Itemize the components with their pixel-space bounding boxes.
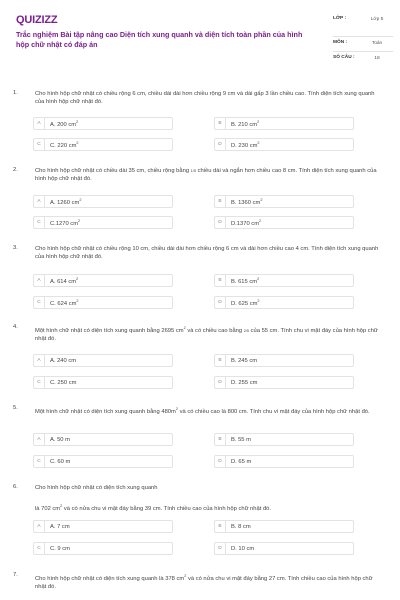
- option-text: D.1370 $cm^2$: [231, 218, 262, 227]
- option-a[interactable]: [33, 274, 173, 287]
- option-d[interactable]: [214, 542, 354, 555]
- question-text-continued: là 702 $cm^2$ và có nửa chu vi mặt đáy bằng 39 cm. Tính chiều cao của hình hộp chữ nhật đó.: [35, 504, 272, 512]
- option-text: A. 50 m: [50, 436, 70, 443]
- question-text: Cho hình hộp chữ nhật có diện tích xung quanh là 378 $cm^2$ và có nửa chu vi mặt đáy bằng 27 cm. Tính chiều cao của hình hộp chữ nhật đó.: [35, 574, 373, 590]
- option-d[interactable]: [214, 216, 354, 229]
- option-letter: C: [34, 139, 45, 150]
- meta-class-row: [333, 13, 393, 37]
- option-text: D. 230 $cm^2$: [231, 140, 260, 149]
- class-label: LỚP :: [333, 16, 347, 21]
- quizizz-logo: QUIZIZZ: [16, 14, 58, 26]
- option-letter: C: [34, 297, 45, 308]
- option-text: D. 65 m: [231, 458, 252, 465]
- option-b[interactable]: [214, 520, 354, 533]
- question-text: Cho hình hộp chữ nhật có diện tích xung quanh: [35, 485, 158, 491]
- worksheet-header: [0, 0, 400, 78]
- question-number: 1.: [13, 90, 18, 96]
- option-text: B. 615 $cm^2$: [231, 276, 260, 285]
- option-d[interactable]: [214, 296, 354, 309]
- option-letter: A: [34, 118, 45, 129]
- option-b[interactable]: [214, 195, 354, 208]
- option-d[interactable]: [214, 138, 354, 151]
- option-letter: D: [215, 297, 226, 308]
- question-number: 6.: [13, 484, 18, 490]
- option-letter: B: [215, 196, 226, 207]
- option-c[interactable]: [33, 376, 173, 389]
- option-letter: D: [215, 456, 226, 467]
- option-text: A. 614 $cm^2$: [50, 276, 79, 285]
- option-text: C. 60 m: [50, 458, 71, 465]
- option-text: C.1270 $cm^2$: [50, 218, 81, 227]
- option-c[interactable]: [33, 216, 173, 229]
- option-b[interactable]: [214, 354, 354, 367]
- option-a[interactable]: [33, 354, 173, 367]
- option-letter: D: [215, 139, 226, 150]
- question-text: Cho hình hộp chữ nhật có chiều rộng 6 cm, chiều dài dài hơn chiều rộng 9 cm và dài gấp 3 lần chiều cao. Tính diện tích xung quanh của hình hộp chữ nhật đó.: [35, 91, 375, 105]
- subject-label: MÔN :: [333, 40, 348, 45]
- option-c[interactable]: [33, 296, 173, 309]
- option-letter: A: [34, 275, 45, 286]
- option-letter: B: [215, 434, 226, 445]
- option-letter: D: [215, 377, 226, 388]
- option-text: C. 624 $cm^2$: [50, 298, 79, 307]
- question-text: Cho hình hộp chữ nhật có chiều dài 35 cm, chiều rộng bằng 1/5 chiều dài và ngắn hơn chiều cao 8 cm. Tính diện tích xung quanh của hình hộp chữ nhật đó.: [35, 168, 377, 182]
- class-value: Lớp 5: [370, 17, 384, 22]
- meta-subject-row: [333, 37, 393, 52]
- option-text: D. 255 cm: [231, 379, 258, 386]
- option-a[interactable]: [33, 117, 173, 130]
- option-b[interactable]: [214, 433, 354, 446]
- option-letter: A: [34, 521, 45, 532]
- option-text: C. 220 $cm^2$: [50, 140, 79, 149]
- option-letter: D: [215, 217, 226, 228]
- option-letter: C: [34, 456, 45, 467]
- question-number: 5.: [13, 405, 18, 411]
- option-letter: B: [215, 275, 226, 286]
- option-text: A. 240 cm: [50, 357, 77, 364]
- fraction: 1/5: [190, 169, 196, 173]
- option-text: B. 1360 $cm^2$: [231, 197, 263, 206]
- question-number: 2.: [13, 167, 18, 173]
- option-b[interactable]: [214, 274, 354, 287]
- option-letter: B: [215, 521, 226, 532]
- fraction: 2/5: [243, 328, 250, 333]
- option-text: C. 9 cm: [50, 545, 70, 552]
- question-text: Cho hình hộp chữ nhật có chiều rộng 10 cm, chiều dài dài hơn chiều rộng 6 cm và dài hơn chiều cao 4 cm. Tính diện tích xung quanh của hình hộp chữ nhật đó.: [35, 246, 379, 260]
- option-d[interactable]: [214, 455, 354, 468]
- option-text: D. 625 $cm^2$: [231, 298, 260, 307]
- question-number: 3.: [13, 245, 18, 251]
- option-a[interactable]: [33, 520, 173, 533]
- question-text: Một hình chữ nhật có diện tích xung quanh bằng $480m^2$ và có chiều cao là 800 cm. Tính chu vi mặt đáy của hình hộp chữ nhật đó.: [35, 407, 370, 415]
- option-letter: C: [34, 543, 45, 554]
- option-b[interactable]: [214, 117, 354, 130]
- option-text: B. 210 $cm^2$: [231, 119, 260, 128]
- option-c[interactable]: [33, 455, 173, 468]
- count-value: 18: [374, 56, 380, 61]
- option-c[interactable]: [33, 138, 173, 151]
- option-letter: C: [34, 377, 45, 388]
- option-text: A. 1260 $cm^2$: [50, 197, 82, 206]
- question-number: 7.: [13, 572, 18, 578]
- option-letter: B: [215, 118, 226, 129]
- option-text: A. 200 $cm^2$: [50, 119, 79, 128]
- option-c[interactable]: [33, 542, 173, 555]
- option-a[interactable]: [33, 195, 173, 208]
- option-d[interactable]: [214, 376, 354, 389]
- option-text: B. 55 m: [231, 436, 251, 443]
- meta-count-row: [333, 52, 393, 67]
- option-text: B. 8 cm: [231, 523, 251, 530]
- question-number: 4.: [13, 324, 18, 330]
- option-a[interactable]: [33, 433, 173, 446]
- option-letter: B: [215, 355, 226, 366]
- worksheet-title: Trắc nghiệm Bài tập nâng cao Diện tích xung quanh và diện tích toàn phần của hình hộp chữ nhật có đáp án: [16, 30, 303, 49]
- worksheet-meta: [333, 13, 393, 67]
- option-text: C. 250 cm: [50, 379, 77, 386]
- question-text: Một hình chữ nhật có diện tích xung quanh bằng 2695 $cm^2$ và có chiều cao bằng 2/5 của 55 cm. Tính chu vi mặt đáy của hình hộp chữ nhật đó.: [35, 326, 378, 342]
- option-letter: C: [34, 217, 45, 228]
- option-text: B. 245 cm: [231, 357, 258, 364]
- count-label: SỐ CÂU :: [333, 55, 355, 60]
- option-text: A. 7 cm: [50, 523, 70, 530]
- option-letter: A: [34, 196, 45, 207]
- option-text: D. 10 cm: [231, 545, 255, 552]
- option-letter: A: [34, 355, 45, 366]
- subject-value: Toán: [371, 41, 383, 46]
- option-letter: A: [34, 434, 45, 445]
- option-letter: D: [215, 543, 226, 554]
